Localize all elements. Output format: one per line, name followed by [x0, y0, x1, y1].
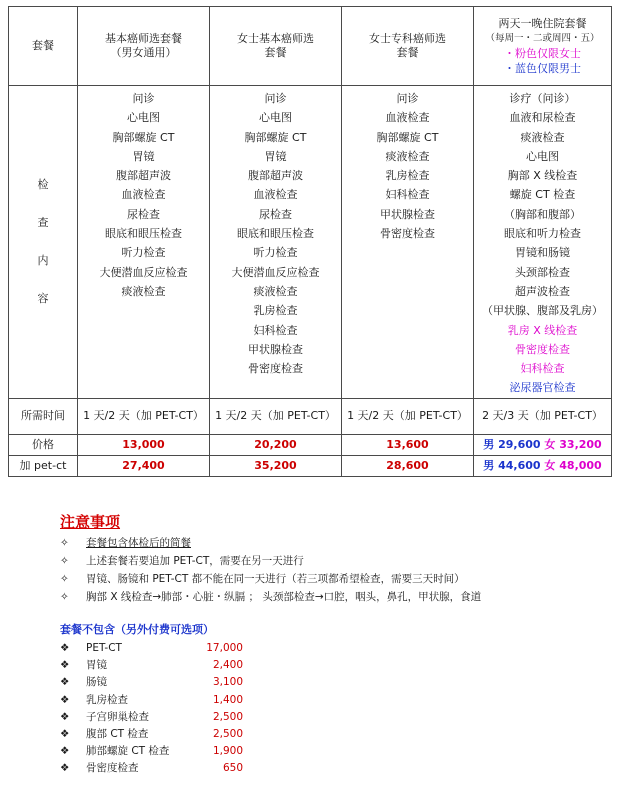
exclusion-price: 650	[222, 762, 243, 775]
pet-label: 加 pet-ct	[9, 455, 78, 476]
exam-item: 泌尿器官检查	[509, 381, 576, 395]
exclusion-item	[60, 674, 600, 691]
exam-item: 听力检查	[253, 246, 298, 260]
exclusion-item	[60, 640, 600, 657]
package-2-name-line2: 套餐	[264, 46, 287, 59]
package-2-pet-price: 35,200	[210, 455, 342, 476]
exclusion-item	[60, 760, 600, 777]
package-4-pet-price	[474, 455, 612, 476]
package-3-pet-price: 28,600	[342, 455, 474, 476]
diamond-bullet-icon: ❖	[60, 659, 70, 672]
exclusion-name: 肠镜	[86, 676, 107, 689]
exam-item: 心电图	[526, 149, 559, 163]
exam-item: 超声波检查	[515, 284, 570, 298]
exclusion-name: 肺部螺旋 CT 检查	[86, 745, 170, 758]
exclusion-item	[60, 726, 600, 743]
note-item	[60, 588, 600, 606]
diamond-bullet-icon: ❖	[60, 745, 70, 758]
header-row	[9, 7, 612, 86]
package-4-time: 2 天/3 天（加 PET-CT）	[474, 398, 612, 434]
package-1-name-line2: （男女通用）	[110, 46, 177, 59]
exam-item: 眼底和听力检查	[504, 227, 581, 241]
exam-item: 尿检查	[127, 207, 160, 221]
exam-item: 乳房检查	[385, 169, 430, 183]
exam-item: 血液检查	[253, 188, 298, 202]
exclusion-item	[60, 709, 600, 726]
package-1-time: 1 天/2 天（加 PET-CT）	[78, 398, 210, 434]
male-pet-price: 44,600	[498, 458, 541, 472]
exam-item: 心电图	[127, 111, 160, 125]
exam-item: 骨密度检查	[380, 227, 435, 241]
exam-item: 妇科检查	[520, 362, 565, 376]
exclusions-list	[60, 640, 600, 778]
diamond-bullet-icon: ❖	[60, 710, 70, 723]
exam-item: （胸部和腹部）	[504, 207, 581, 221]
exam-item: 问诊	[264, 92, 287, 105]
diamond-bullet-icon: ❖	[60, 762, 70, 775]
package-2-items	[210, 86, 342, 399]
notes-section	[60, 510, 600, 778]
header-label: 套餐	[9, 7, 78, 86]
pet-row	[9, 455, 612, 476]
items-label-char: 内	[37, 253, 49, 267]
exam-item: 诊疗（问诊）	[509, 92, 576, 105]
exam-item: 腹部超声波	[248, 169, 303, 183]
exam-item: 胸部螺旋 CT	[244, 130, 307, 144]
package-4-name	[474, 7, 612, 86]
exclusion-price: 1,400	[212, 693, 243, 706]
package-4-schedule: （每周一・二或周四・五）	[485, 33, 600, 44]
time-label: 所需时间	[9, 398, 78, 434]
package-3-name	[342, 7, 474, 86]
package-3-items	[342, 86, 474, 399]
exam-item: 痰液检查	[385, 149, 430, 163]
male-price: 29,600	[498, 437, 541, 451]
package-2-name	[210, 7, 342, 86]
female-label: 女	[544, 437, 556, 451]
exclusion-price: 17,000	[206, 642, 243, 654]
exam-item: 胃镜	[132, 149, 155, 163]
exam-item: 甲状腺检查	[248, 342, 303, 356]
package-4-items	[474, 86, 612, 399]
male-label: 男	[483, 437, 495, 451]
items-label-char: 容	[37, 291, 49, 305]
exam-item: 血液和尿检查	[509, 111, 576, 125]
items-row	[9, 86, 612, 399]
package-4-blue-note: ・蓝色仅限男士	[504, 62, 581, 75]
package-3-name-line1: 女士专科癌师选	[369, 32, 446, 45]
exam-item: 血液检查	[385, 111, 430, 125]
exam-item: 听力检查	[121, 246, 166, 260]
items-label-char: 查	[37, 215, 49, 229]
package-2-time: 1 天/2 天（加 PET-CT）	[210, 398, 342, 434]
exam-item: 心电图	[259, 111, 292, 125]
exclusion-item	[60, 743, 600, 760]
female-label: 女	[544, 458, 556, 472]
package-2-price: 20,200	[210, 434, 342, 455]
notes-list	[60, 534, 600, 606]
notes-title: 注意事项	[60, 513, 121, 531]
package-table	[8, 6, 612, 477]
exam-item: 痰液检查	[253, 284, 298, 298]
exam-item: 胃镜	[264, 149, 287, 163]
note-item	[60, 534, 600, 552]
male-label: 男	[483, 458, 495, 472]
package-1-name	[78, 7, 210, 86]
diamond-bullet-icon: ❖	[60, 727, 70, 740]
exclusion-name: 子宫卵巢检查	[86, 710, 149, 723]
diamond-bullet-icon: ❖	[60, 642, 70, 654]
exam-item: 甲状腺检查	[380, 207, 435, 221]
exam-item: 眼底和眼压检查	[237, 227, 314, 241]
exam-item: 妇科检查	[253, 323, 298, 337]
note-text: 胸部 X 线检查→肺部・心脏・纵膈 ； 头颈部检查→口腔，咽头，鼻孔，甲状腺，食道	[86, 591, 482, 603]
exclusion-name: 胃镜	[86, 659, 107, 672]
package-1-pet-price: 27,400	[78, 455, 210, 476]
package-3-price: 13,600	[342, 434, 474, 455]
exclusion-price: 2,400	[212, 659, 243, 672]
exam-item: 妇科检查	[385, 188, 430, 202]
items-label	[9, 86, 78, 399]
female-price: 33,200	[559, 437, 602, 451]
exclusion-name: 乳房检查	[86, 693, 128, 706]
note-text: 套餐包含体检后的简餐	[86, 537, 191, 549]
exam-item: （甲状腺、腹部及乳房）	[482, 304, 603, 318]
exclusion-price: 3,100	[212, 676, 243, 689]
exam-item: 胃镜和肠镜	[515, 246, 570, 260]
exclusion-price: 2,500	[212, 727, 243, 740]
exam-item: 大便潜血反应检查	[99, 265, 188, 279]
package-4-pink-note: ・粉色仅限女士	[504, 47, 581, 60]
package-1-items	[78, 86, 210, 399]
package-1-name-line1: 基本癌师选套餐	[105, 32, 182, 45]
package-1-price: 13,000	[78, 434, 210, 455]
diamond-bullet-icon: ✧	[60, 591, 69, 603]
diamond-bullet-icon: ✧	[60, 555, 69, 567]
exam-item: 乳房 X 线检查	[507, 323, 578, 337]
exam-item: 痰液检查	[121, 284, 166, 298]
diamond-bullet-icon: ✧	[60, 537, 69, 549]
female-pet-price: 48,000	[559, 458, 602, 472]
exam-item: 头颈部检查	[515, 265, 570, 279]
diamond-bullet-icon: ✧	[60, 573, 69, 585]
exam-item: 胸部螺旋 CT	[112, 130, 175, 144]
diamond-bullet-icon: ❖	[60, 693, 70, 706]
note-item	[60, 552, 600, 570]
exam-item: 血液检查	[121, 188, 166, 202]
exclusion-price: 2,500	[212, 710, 243, 723]
exclusion-item	[60, 657, 600, 674]
price-row	[9, 434, 612, 455]
exclusion-price: 1,900	[212, 745, 243, 758]
price-label: 价格	[9, 434, 78, 455]
exam-item: 尿检查	[259, 207, 292, 221]
exam-item: 眼底和眼压检查	[105, 227, 182, 241]
exam-item: 胸部螺旋 CT	[376, 130, 439, 144]
exclusions-title: 套餐不包含（另外付费可选项）	[60, 623, 214, 636]
note-text: 胃镜、肠镜和 PET-CT 都不能在同一天进行（若三项都希望检查，需要三天时间）	[86, 573, 465, 585]
exam-item: 腹部超声波	[116, 169, 171, 183]
package-2-name-line1: 女士基本癌师选	[237, 32, 314, 45]
package-3-name-line2: 套餐	[396, 46, 419, 59]
exam-item: 螺旋 CT 检查	[509, 188, 576, 202]
exam-item: 骨密度检查	[248, 362, 303, 376]
exam-item: 问诊	[396, 92, 419, 105]
note-item	[60, 570, 600, 588]
exam-item: 骨密度检查	[515, 342, 570, 356]
exam-item: 胸部 X 线检查	[507, 169, 578, 183]
note-text: 上述套餐若要追加 PET-CT，需要在另一天进行	[86, 555, 304, 567]
package-4-price	[474, 434, 612, 455]
exam-item: 问诊	[132, 92, 155, 105]
exam-item: 痰液检查	[520, 130, 565, 144]
exclusion-name: 骨密度检查	[86, 762, 139, 775]
package-3-time: 1 天/2 天（加 PET-CT）	[342, 398, 474, 434]
exam-item: 大便潜血反应检查	[231, 265, 320, 279]
items-label-char: 检	[37, 177, 49, 191]
package-4-name-line1: 两天一晚住院套餐	[498, 17, 587, 30]
diamond-bullet-icon: ❖	[60, 676, 70, 689]
exclusion-name: 腹部 CT 检查	[86, 727, 149, 740]
exclusion-item	[60, 692, 600, 709]
exclusion-name: PET-CT	[86, 642, 122, 654]
exam-item: 乳房检查	[253, 304, 298, 318]
time-row	[9, 398, 612, 434]
